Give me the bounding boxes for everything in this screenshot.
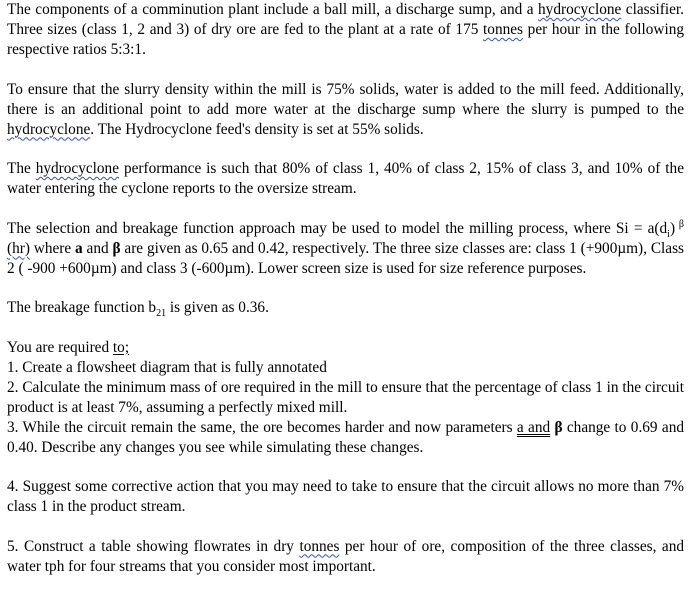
text-run: per hour of ore, composition of the three classes, and water tph for four streams that you consider most important. (7, 537, 684, 575)
text-run: performance is such that 80% of class 1, 40% of class 2, 15% of class 3, and 10% of the water entering the cyclone reports to the oversize stream. (7, 160, 684, 197)
requirement-1 (7, 358, 684, 378)
text-run: 1. Create a flowsheet diagram that is fully annotated (7, 358, 327, 376)
text-run: where (29, 239, 76, 257)
text-run: ) (669, 219, 676, 237)
text-run: is given as 0.36. (166, 299, 269, 316)
spellcheck-word: hydrocyclone (35, 160, 119, 177)
requirement-5 (7, 537, 684, 577)
paragraph-breakage-function (7, 298, 684, 318)
requirement-4 (7, 477, 684, 517)
paragraph-plant-components (7, 0, 684, 60)
text-run: The components of a comminution plant include a ball mill, a discharge sump, and a (7, 1, 539, 18)
underlined-word: to; (112, 338, 130, 356)
text-run: are given as 0.65 and 0.42, respectively. The three size classes are: class 1 (+900µm), Class 2 ( -900 +600µm) and class 3 (-600µm). Lower screen size is used for size reference purposes. (7, 239, 684, 277)
text-run: and (82, 239, 113, 257)
text-run: change to 0.69 and 0.40. Describe any changes you see while simulating these changes. (7, 418, 684, 456)
requirement-3 (7, 418, 684, 458)
text-run: The (7, 160, 36, 177)
text-run: The selection and breakage function approach may be used to model the milling process, where Si = a(d (7, 219, 668, 237)
spellcheck-word: tonnes (483, 21, 523, 38)
text-run: per hour in the following respective ratios 5:3:1. (7, 21, 684, 58)
spellcheck-word: (hr) (7, 239, 30, 257)
superscript: β (675, 218, 684, 230)
subscript: i (667, 228, 670, 240)
text-run: 4. Suggest some corrective action that you may need to take to ensure that the circuit allows no more than 7% class 1 in the product stream. (7, 478, 684, 515)
text-run: To ensure that the slurry density within the mill is 75% solids, water is added to the mill feed. Additionally, there is an additional point to add more water at the discharge sump where the slurry is pumped to the (7, 80, 684, 118)
paragraph-selection-breakage (7, 219, 684, 279)
paragraph-slurry-density (7, 80, 684, 140)
paragraph-cyclone-performance (7, 159, 684, 199)
text-run: classifier. Three sizes (class 1, 2 and 3) of dry ore are fed to the plant at a rate of 175 (7, 1, 684, 38)
bold-symbol: β (550, 418, 563, 436)
text-run: 5. Construct a table showing flowrates in dry (7, 537, 300, 555)
text-run: 2. Calculate the minimum mass of ore required in the mill to ensure that the percentage of class 1 in the circuit product is at least 7%, assuming a perfectly mixed mill. (7, 378, 684, 416)
text-run: . The Hydrocyclone feed's density is set at 55% solids. (90, 120, 424, 138)
underlined-word: a and (516, 418, 551, 436)
spellcheck-word: hydrocyclone (7, 120, 91, 138)
document-body (7, 0, 684, 577)
requirement-2 (7, 378, 684, 418)
text-run: You are required (7, 338, 113, 356)
text-run: The breakage function b (7, 299, 157, 316)
text-run: 3. While the circuit remain the same, the ore becomes harder and now parameters (7, 418, 517, 436)
spellcheck-word: tonnes (299, 537, 340, 555)
bold-symbol: β (112, 239, 121, 257)
subscript: 21 (156, 308, 167, 320)
paragraph-requirements (7, 338, 684, 358)
spellcheck-word: hydrocyclone (538, 1, 622, 18)
bold-symbol: a (75, 239, 83, 257)
